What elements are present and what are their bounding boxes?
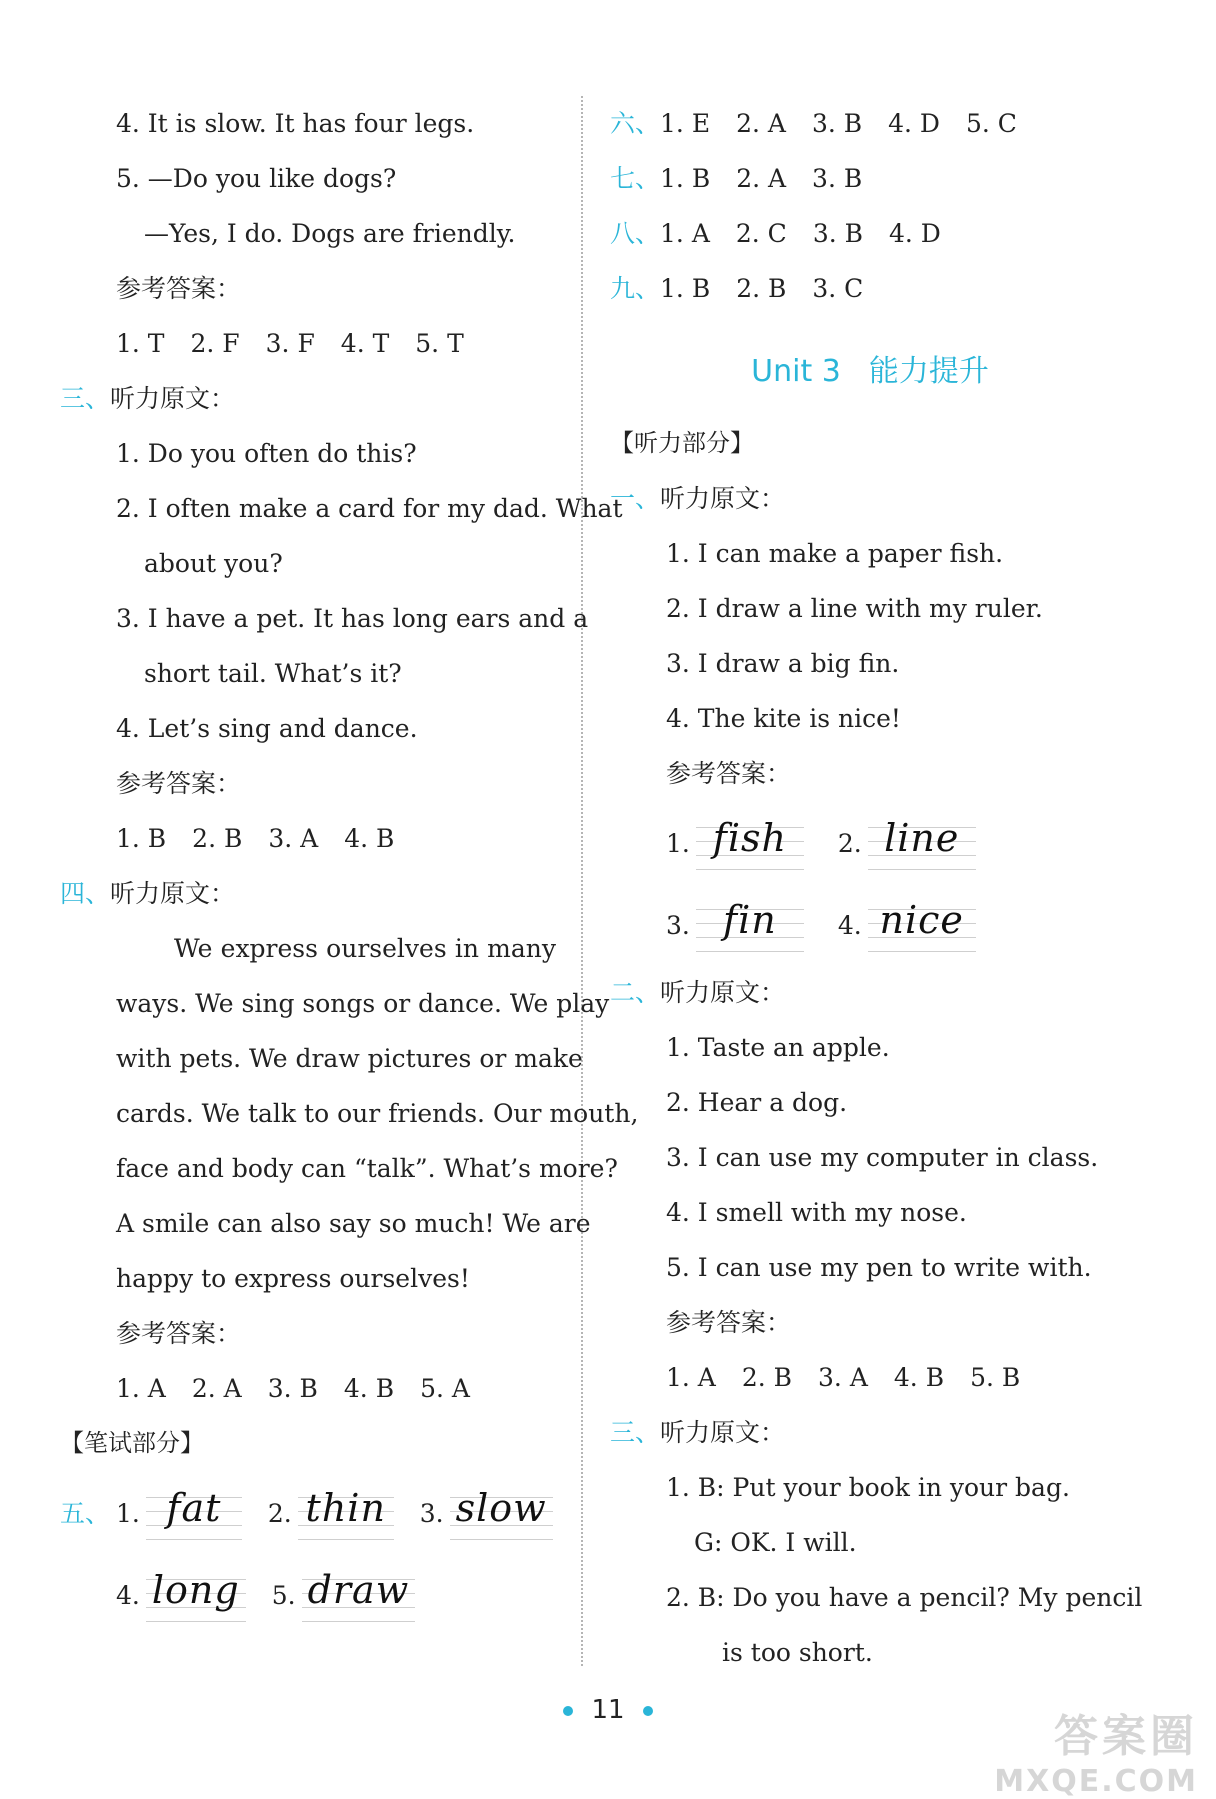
section-heading: 三、听力原文： [60,384,236,413]
handwriting-answer: 2. line [838,813,976,871]
section-marker: 四、 [60,879,111,908]
text-line: G: OK. I will. [694,1528,857,1557]
handwriting-row [610,883,1130,965]
answer-row: 八、1. A 2. C 3. B 4. D [610,219,941,248]
text-line: —Yes, I do. Dogs are friendly. [144,219,516,248]
handwriting-row [60,1553,560,1635]
section-marker: 八、 [610,219,661,248]
text-line: 3. I draw a big fin. [666,649,900,678]
column-divider [581,96,583,1666]
text-line: about you? [144,549,283,578]
section-marker: 九、 [610,274,661,303]
unit-number: Unit 3 [751,354,841,389]
text-line: 5. I can use my pen to write with. [666,1253,1092,1282]
text-line: 1. Do you often do this? [116,439,417,468]
section-marker: 三、 [60,384,111,413]
text-line: 2. I draw a line with my ruler. [666,594,1043,623]
text-line: is too short. [722,1638,873,1667]
section-marker: 一、 [610,484,661,513]
watermark [994,1700,1198,1799]
section-marker: 七、 [610,164,661,193]
reference-answer-label: 参考答案： [116,274,242,303]
bullet-dot-icon [643,1706,653,1716]
handwriting-answer: 1. fish [666,813,804,871]
paragraph-line: We express ourselves in many [174,934,556,963]
handwriting-row [610,801,1130,883]
section-heading: 四、听力原文： [60,879,236,908]
written-part-heading: 【笔试部分】 [60,1429,204,1457]
handwriting-answer: 4. nice [838,895,976,953]
left-column [60,96,639,1635]
paragraph-line: face and body can “talk”. What’s more? [116,1154,618,1183]
answer-row: 九、1. B 2. B 3. C [610,274,864,303]
reference-answer-label: 参考答案： [666,759,792,788]
text-line: 4. I smell with my nose. [666,1198,967,1227]
paragraph-line: with pets. We draw pictures or make [116,1044,583,1073]
text-line: 4. Let’s sing and dance. [116,714,418,743]
section-marker: 六、 [610,109,661,138]
answer-row: 七、1. B 2. A 3. B [610,164,863,193]
text-line: 1. B: Put your book in your bag. [666,1473,1070,1502]
paragraph-line: ways. We sing songs or dance. We play [116,989,610,1018]
answer-row: 1. B 2. B 3. A 4. B [116,824,395,853]
text-line: 3. I have a pet. It has long ears and a [116,604,589,633]
text-line: short tail. What’s it? [144,659,402,688]
text-line: 1. Taste an apple. [666,1033,890,1062]
answer-row: 1. T 2. F 3. F 4. T 5. T [116,329,464,358]
right-column [610,96,1143,1680]
section-marker: 三、 [610,1418,661,1447]
reference-answer-label: 参考答案： [116,1319,242,1348]
handwriting-answer: 3. fin [666,895,804,953]
text-line: 4. It is slow. It has four legs. [116,109,475,138]
unit-title [610,316,1130,416]
reference-answer-label: 参考答案： [666,1308,792,1337]
answer-row: 六、1. E 2. A 3. B 4. D 5. C [610,109,1017,138]
answer-row: 1. A 2. A 3. B 4. B 5. A [116,1374,470,1403]
unit-subtitle: 能力提升 [868,354,989,389]
text-line: 3. I can use my computer in class. [666,1143,1099,1172]
text-line: 5. —Do you like dogs? [116,164,397,193]
answer-row: 1. A 2. B 3. A 4. B 5. B [666,1363,1021,1392]
section-heading: 二、听力原文： [610,978,786,1007]
section-heading: 三、听力原文： [610,1418,786,1447]
handwriting-answer: 3. slow [420,1483,553,1541]
bullet-dot-icon [563,1706,573,1716]
section-marker: 二、 [610,978,661,1007]
reference-answer-label: 参考答案： [116,769,242,798]
handwriting-answer: 5. draw [272,1565,416,1623]
watermark-url: MXQE.COM [994,1764,1198,1799]
page-number: 11 [591,1695,625,1725]
handwriting-answer: 2. thin [268,1483,394,1541]
text-line: 4. The kite is nice! [666,704,901,733]
text-line: 2. B: Do you have a pencil? My pencil [666,1583,1143,1612]
paragraph-line: happy to express ourselves! [116,1264,470,1293]
listening-part-heading: 【听力部分】 [610,429,754,457]
text-line: 1. I can make a paper fish. [666,539,1004,568]
section-heading: 一、听力原文： [610,484,786,513]
text-line: 2. I often make a card for my dad. What [116,494,623,523]
handwriting-answer: 1. fat [116,1483,242,1541]
paragraph-line: cards. We talk to our friends. Our mouth, [116,1099,639,1128]
paragraph-line: A smile can also say so much! We are [116,1209,591,1238]
section-marker: 五、 [60,1499,111,1528]
watermark-text: 答案圈 [1054,1711,1198,1762]
text-line: 2. Hear a dog. [666,1088,848,1117]
handwriting-row [60,1471,560,1553]
handwriting-answer: 4. long [116,1565,246,1623]
